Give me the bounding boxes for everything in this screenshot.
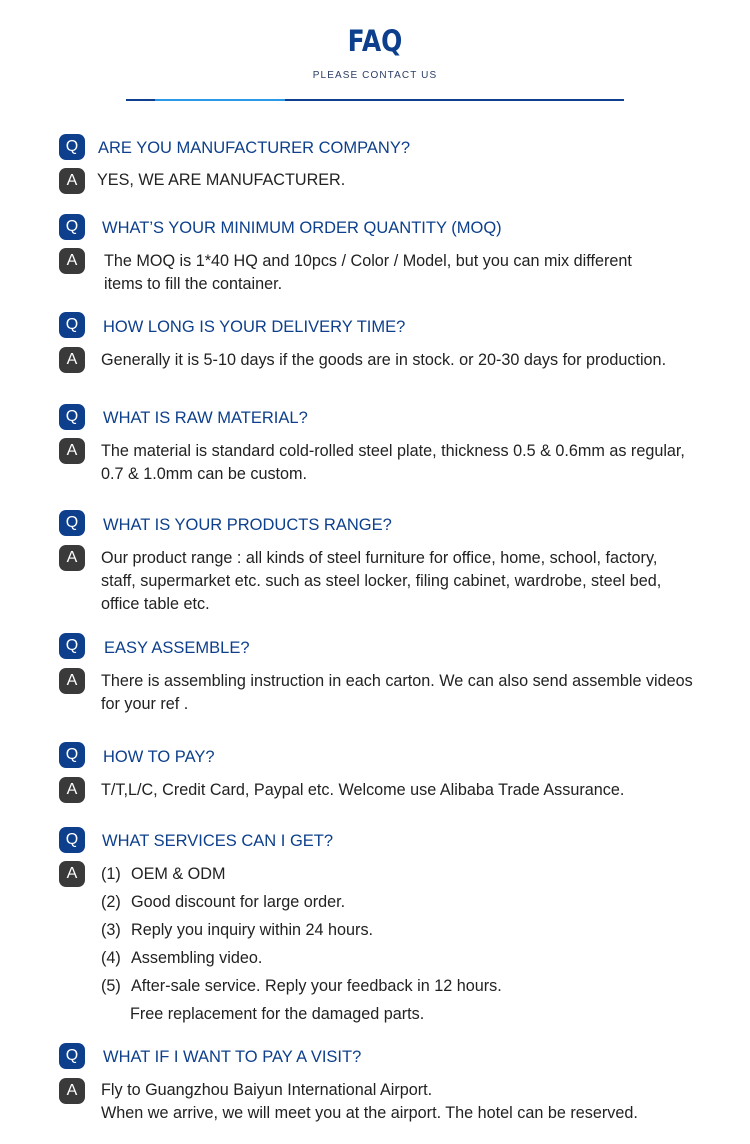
- faq-question: WHAT’S YOUR MINIMUM ORDER QUANTITY (MOQ): [102, 219, 502, 237]
- faq-question: EASY ASSEMBLE?: [104, 639, 250, 657]
- question-badge: Q: [59, 312, 85, 338]
- answer-line: There is assembling instruction in each carton. We can also send assemble videos: [101, 672, 693, 690]
- faq-answer: [101, 779, 624, 802]
- answer-line: Generally it is 5-10 days if the goods are in stock. or 20-30 days for production.: [101, 351, 667, 369]
- answer-badge: A: [59, 347, 85, 373]
- question-badge: Q: [59, 827, 85, 853]
- faq-question: HOW TO PAY?: [103, 748, 215, 766]
- answer-line: YES, WE ARE MANUFACTURER.: [97, 171, 346, 189]
- service-num: (1): [101, 865, 121, 883]
- answer-line: The MOQ is 1*40 HQ and 10pcs / Color / Model, but you can mix different: [104, 252, 632, 270]
- header-divider-accent: [155, 99, 285, 101]
- question-badge: Q: [59, 404, 85, 430]
- faq-answer: [97, 169, 345, 192]
- answer-line: office table etc.: [101, 595, 210, 613]
- faq-answer: [104, 250, 632, 296]
- faq-answer: [101, 349, 666, 372]
- question-badge: Q: [59, 134, 85, 160]
- answer-badge: A: [59, 168, 85, 194]
- faq-question: WHAT IS RAW MATERIAL?: [103, 409, 308, 427]
- page-title: FAQ: [347, 24, 403, 58]
- faq-answer: [101, 1079, 638, 1125]
- answer-line: Fly to Guangzhou Baiyun International Airport.: [101, 1081, 433, 1099]
- faq-answer: [101, 440, 685, 486]
- service-num: (3): [101, 921, 121, 939]
- service-num: (4): [101, 949, 121, 967]
- service-text: Reply you inquiry within 24 hours.: [131, 921, 374, 939]
- answer-line: When we arrive, we will meet you at the airport. The hotel can be reserved.: [101, 1104, 638, 1122]
- service-num: (2): [101, 893, 121, 911]
- answer-badge: A: [59, 545, 85, 571]
- faq-question: HOW LONG IS YOUR DELIVERY TIME?: [103, 318, 406, 336]
- service-text: Good discount for large order.: [131, 893, 346, 911]
- question-badge: Q: [59, 633, 85, 659]
- answer-line: Our product range : all kinds of steel furniture for office, home, school, factory,: [101, 549, 658, 567]
- faq-question: WHAT IS YOUR PRODUCTS RANGE?: [103, 516, 392, 534]
- answer-line: items to fill the container.: [104, 275, 283, 293]
- service-text: Assembling video.: [131, 949, 263, 967]
- answer-badge: A: [59, 668, 85, 694]
- question-badge: Q: [59, 510, 85, 536]
- question-badge: Q: [59, 1043, 85, 1069]
- service-num: (5): [101, 977, 121, 995]
- answer-line: for your ref .: [101, 695, 189, 713]
- answer-line: T/T,L/C, Credit Card, Paypal etc. Welcome use Alibaba Trade Assurance.: [101, 781, 625, 799]
- answer-badge: A: [59, 777, 85, 803]
- question-badge: Q: [59, 742, 85, 768]
- faq-answer: [101, 670, 693, 716]
- answer-badge: A: [59, 1078, 85, 1104]
- faq-answer: [101, 547, 661, 616]
- answer-badge: A: [59, 438, 85, 464]
- page-subtitle: PLEASE CONTACT US: [312, 70, 438, 81]
- faq-question: WHAT IF I WANT TO PAY A VISIT?: [103, 1048, 362, 1066]
- answer-line: 0.7 & 1.0mm can be custom.: [101, 465, 308, 483]
- faq-question: WHAT SERVICES CAN I GET?: [102, 832, 334, 850]
- service-extra: Free replacement for the damaged parts.: [130, 1005, 425, 1023]
- faq-question: ARE YOU MANUFACTURER COMPANY?: [98, 139, 411, 157]
- service-text: After-sale service. Reply your feedback in 12 hours.: [131, 977, 502, 995]
- question-badge: Q: [59, 214, 85, 240]
- answer-line: The material is standard cold-rolled steel plate, thickness 0.5 & 0.6mm as regular,: [101, 442, 685, 460]
- answer-badge: A: [59, 248, 85, 274]
- answer-line: staff, supermarket etc. such as steel locker, filing cabinet, wardrobe, steel bed,: [101, 572, 662, 590]
- service-text: OEM & ODM: [131, 865, 226, 883]
- answer-badge: A: [59, 861, 85, 887]
